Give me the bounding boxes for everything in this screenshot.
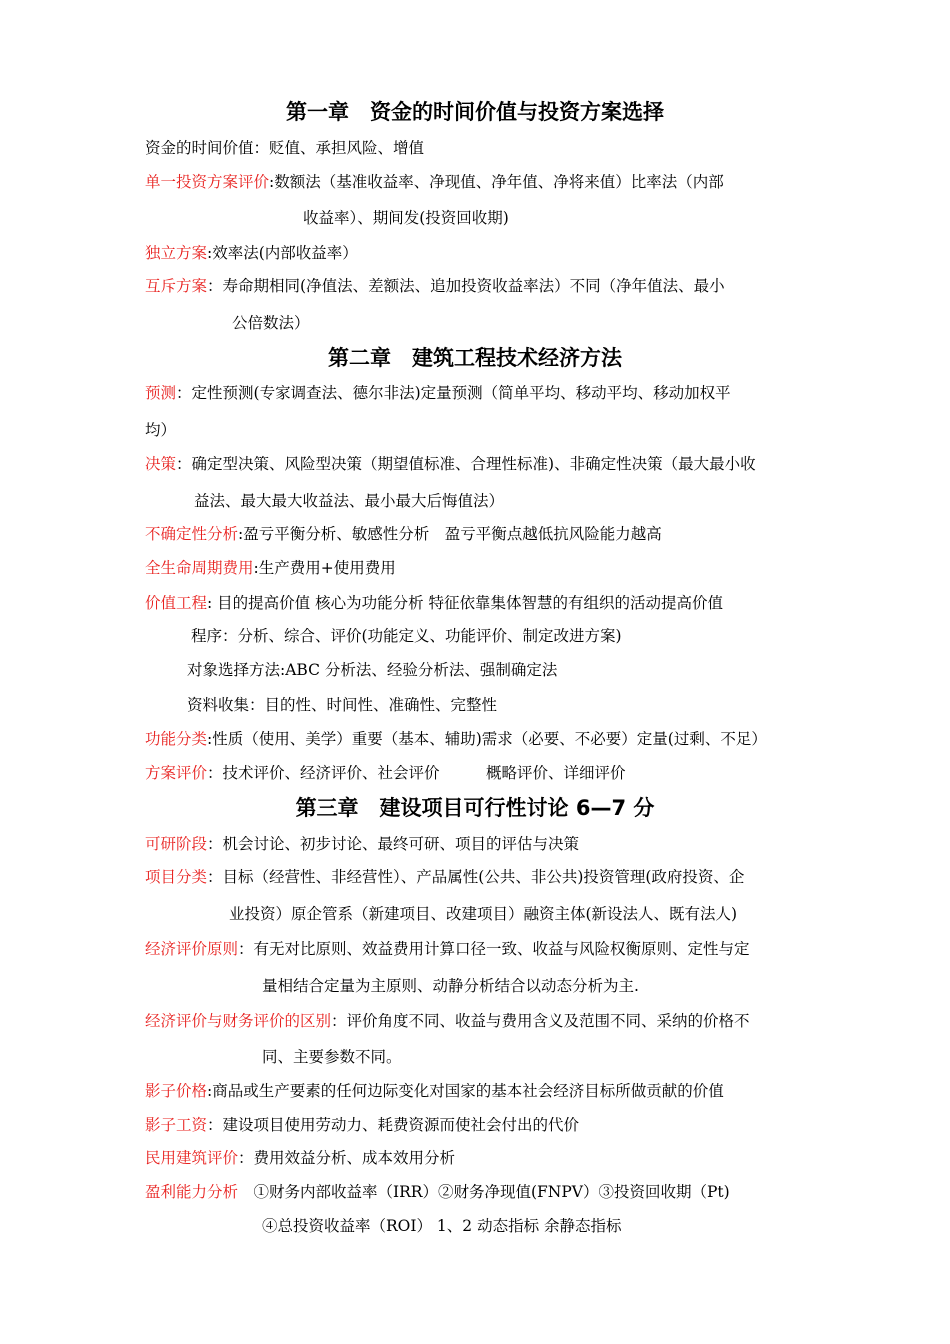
- ch3-item-3-text: ：有无对比原则、效益费用计算口径一致、收益与风险权衡原则、定性与定: [238, 940, 750, 958]
- ch1-item-3: [145, 243, 358, 263]
- ch3-item-5: [145, 1081, 724, 1101]
- ch3-item-3-label: 经济评价原则: [145, 940, 239, 958]
- ch3-item-1-text: ：机会讨论、初步讨论、最终可研、项目的评估与决策: [207, 835, 580, 853]
- ch3-item-8: [145, 1182, 730, 1202]
- ch2-item-2-text: ：确定型决策、风险型决策（期望值标准、合理性标准)、非确定性决策（最大最小收: [176, 455, 756, 473]
- ch3-item-7: [145, 1148, 455, 1168]
- ch2-item-9: [145, 729, 767, 749]
- ch1-item-2-text: :数额法（基准收益率、净现值、净年值、净将来值）比率法（内部: [269, 173, 724, 191]
- ch1-item-4-cont: 公倍数法）: [232, 314, 310, 332]
- ch2-item-1-cont: 均）: [145, 421, 177, 439]
- ch3-item-7-text: ：费用效益分析、成本效用分析: [238, 1149, 456, 1167]
- ch2-item-4-label: 全生命周期费用: [145, 559, 254, 577]
- ch3-item-2-cont: 业投资）原企管系（新建项目、改建项目）融资主体(新设法人、既有法人): [229, 905, 738, 923]
- ch2-item-4: [145, 558, 396, 578]
- ch2-item-10: [145, 763, 626, 783]
- ch1-item-2-label: 单一投资方案评价: [145, 173, 270, 191]
- ch2-item-5-text: : 目的提高价值 核心为功能分析 特征依靠集体智慧的有组织的活动提高价值: [207, 594, 724, 612]
- ch1-item-4: [145, 276, 725, 296]
- ch2-item-5-label: 价值工程: [145, 594, 208, 612]
- ch2-item-9-label: 功能分类: [145, 730, 208, 748]
- ch2-item-3-text: :盈亏平衡分析、敏感性分析 盈亏平衡点越低抗风险能力越高: [238, 525, 662, 543]
- ch3-item-8-text: ①财务内部收益率（IRR）②财务净现值(FNPV）③投资回收期（Pt): [238, 1183, 730, 1201]
- ch3-item-1: [145, 834, 579, 854]
- ch1-item-2: [145, 172, 724, 192]
- ch3-item-4: [145, 1011, 750, 1031]
- ch2-item-1-text: ：定性预测(专家调查法、德尔非法)定量预测（简单平均、移动平均、移动加权平: [176, 384, 731, 402]
- ch1-item-1: [145, 138, 424, 158]
- ch2-item-9-text: :性质（使用、美学）重要（基本、辅助)需求（必要、不必要）定量(过剩、不足）: [207, 730, 767, 748]
- ch2-item-10-text: ：技术评价、经济评价、社会评价 概略评价、详细评价: [207, 764, 626, 782]
- chapter-1-title: 第一章 资金的时间价值与投资方案选择: [286, 100, 664, 124]
- ch3-item-8-cont: ④总投资收益率（ROI） 1、2 动态指标 余静态指标: [262, 1217, 622, 1235]
- ch1-item-2-cont: 收益率）、期间发(投资回收期): [303, 209, 509, 227]
- ch3-item-4-cont: 同、主要参数不同。: [262, 1048, 402, 1066]
- ch3-item-2-text: ：目标（经营性、非经营性）、产品属性(公共、非公共)投资管理(政府投资、企: [207, 868, 745, 886]
- ch3-item-5-label: 影子价格: [145, 1082, 208, 1100]
- ch1-item-1-text: 资金的时间价值：贬值、承担风险、增值: [145, 139, 425, 157]
- ch3-item-2-label: 项目分类: [145, 868, 208, 886]
- ch3-item-4-text: ：评价角度不同、收益与费用含义及范围不同、采纳的价格不: [331, 1012, 750, 1030]
- ch2-item-2-label: 决策: [145, 455, 177, 473]
- ch2-item-7: 对象选择方法:ABC 分析法、经验分析法、强制确定法: [187, 661, 558, 679]
- ch3-item-3-cont: 量相结合定量为主原则、动静分析结合以动态分析为主.: [262, 977, 639, 995]
- ch2-item-1-label: 预测: [145, 384, 177, 402]
- ch1-item-4-label: 互斥方案: [145, 277, 208, 295]
- ch2-item-4-text: :生产费用+使用费用: [253, 559, 396, 577]
- ch2-item-6: 程序：分析、综合、评价(功能定义、功能评价、制定改进方案): [191, 627, 622, 645]
- ch1-item-3-label: 独立方案: [145, 244, 208, 262]
- ch3-item-6-text: ：建设项目使用劳动力、耗费资源而使社会付出的代价: [207, 1116, 580, 1134]
- ch3-item-3: [145, 939, 750, 959]
- ch2-item-8: 资料收集：目的性、时间性、准确性、完整性: [187, 696, 498, 714]
- ch2-item-3: [145, 524, 662, 544]
- chapter-2-title: 第二章 建筑工程技术经济方法: [328, 346, 622, 370]
- ch2-item-5: [145, 593, 723, 613]
- ch1-item-4-text: ：寿命期相同(净值法、差额法、追加投资收益率法）不同（净年值法、最小: [207, 277, 725, 295]
- ch3-item-7-label: 民用建筑评价: [145, 1149, 239, 1167]
- ch3-item-6-label: 影子工资: [145, 1116, 208, 1134]
- ch2-item-2-cont: 益法、最大最大收益法、最小最大后悔值法）: [194, 492, 505, 510]
- ch2-item-1: [145, 383, 731, 403]
- ch2-item-10-label: 方案评价: [145, 764, 208, 782]
- ch1-item-3-text: :效率法(内部收益率）: [207, 244, 358, 262]
- ch3-item-5-text: :商品或生产要素的任何边际变化对国家的基本社会经济目标所做贡献的价值: [207, 1082, 724, 1100]
- ch2-item-3-label: 不确定性分析: [145, 525, 239, 543]
- ch3-item-1-label: 可研阶段: [145, 835, 208, 853]
- ch2-item-2: [145, 454, 756, 474]
- chapter-3-title: 第三章 建设项目可行性讨论 6—7 分: [295, 796, 655, 820]
- ch3-item-2: [145, 867, 744, 887]
- ch3-item-4-label: 经济评价与财务评价的区别: [145, 1012, 332, 1030]
- ch3-item-6: [145, 1115, 579, 1135]
- ch3-item-8-label: 盈利能力分析: [145, 1183, 239, 1201]
